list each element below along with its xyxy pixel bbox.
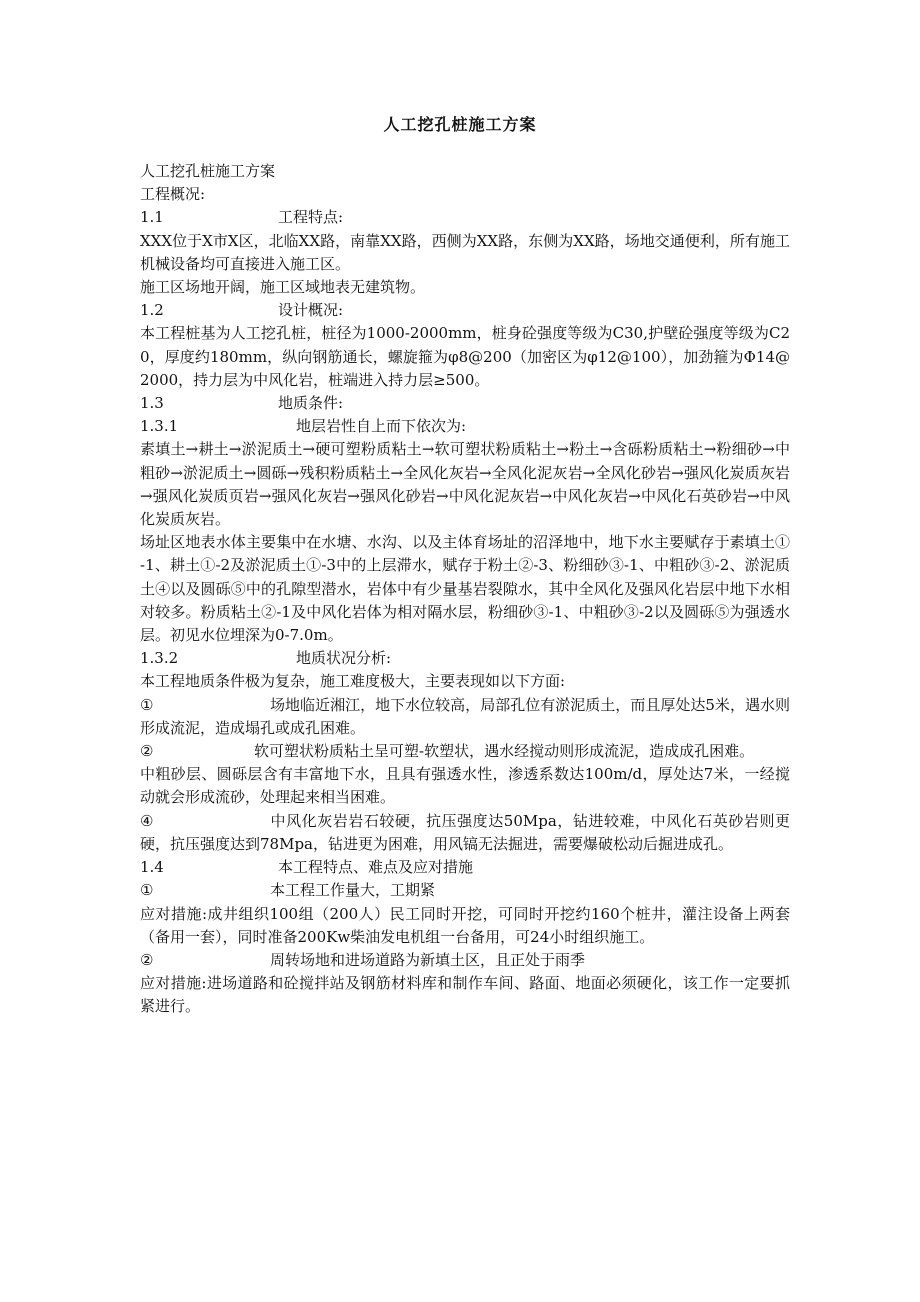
heading-1-4 [140,856,790,879]
heading-text: 设计概况: [278,301,344,320]
heading-number: 1.3.2 [140,649,179,668]
heading-text: 工程特点: [278,208,344,227]
heading-text: 地质状况分析: [296,649,392,668]
heading-number: 1.1 [140,208,164,227]
paragraph: 本工程地质条件极为复杂，施工难度极大，主要表现如以下方面: [140,672,566,691]
intro-title: 人工挖孔桩施工方案 [140,162,276,180]
paragraph: 本工程桩基为人工挖孔桩，桩径为1000-2000mm，桩身砼强度等级为C30,护壁砼强度等级为C20，厚度约180mm，纵向钢筋通长，螺旋箍为φ8@200（加密区为φ12@100），加劲箍为Φ14@2000，持力层为中风化岩，桩端进入持力层≥500。 [140,324,790,389]
paragraph: 应对措施:进场道路和砼搅拌站及钢筋材料库和制作车间、路面、地面必须硬化，该工作一定要抓紧进行。 [140,974,790,1016]
item-text: 周转场地和进场道路为新填土区，且正处于雨季 [270,950,586,969]
list-item [140,879,790,902]
list-item [140,949,790,972]
item-marker: ④ [140,811,154,830]
item-marker: ② [140,950,154,969]
paragraph: 施工区场地开阔，施工区域地表无建筑物。 [140,278,426,297]
overview-label: 工程概况: [140,185,206,204]
document-body [140,160,790,1019]
list-item [140,810,790,856]
item-marker: ① [140,881,154,900]
paragraph: 应对措施:成井组织100组（200人）民工同时开挖，可同时开挖约160个桩井，灌注设备上两套（备用一套），同时准备200Kw柴油发电机组一台备用，可24小时组织施工。 [140,904,790,946]
heading-1-3-2 [140,647,790,670]
list-item [140,740,790,763]
item-text: 本工程工作量大，工期紧 [270,881,436,900]
heading-1-3 [140,392,790,415]
item-text: 场地临近湘江，地下水位较高，局部孔位有淤泥质土，而且厚处达5米，遇水则形成流泥，造成塌孔或成孔困难。 [140,695,790,737]
heading-text: 地层岩性自上而下依次为: [296,417,467,436]
heading-text: 地质条件: [278,394,344,413]
item-text: 中风化灰岩岩石较硬，抗压强度达50Mpa，钻进较难，中风化石英砂岩则更硬，抗压强度达到78Mpa，钻进更为困难，用风镐无法掘进，需要爆破松动后掘进成孔。 [140,811,790,853]
paragraph: 中粗砂层、圆砾层含有丰富地下水，且具有强透水性，渗透系数达100m/d，厚处达7米，一经搅动就会形成流砂，处理起来相当困难。 [140,765,790,807]
heading-1-1 [140,206,790,229]
paragraph: 素填土→耕土→淤泥质土→硬可塑粉质粘土→软可塑状粉质粘土→粉土→含砾粉质粘土→粉细砂→中粗砂→淤泥质土→圆砾→残积粉质粘土→全风化灰岩→全风化泥灰岩→全风化砂岩→强风化炭质灰岩→强风化炭质页岩→强风化灰岩→强风化砂岩→中风化泥灰岩→中风化灰岩→中风化石英砂岩→中风化炭质灰岩。 [140,440,790,529]
item-text: 软可塑状粉质粘土呈可塑-软塑状，遇水经搅动则形成流泥，造成成孔困难。 [254,742,755,761]
heading-number: 1.3.1 [140,417,179,436]
paragraph: XXX位于X市X区，北临XX路，南靠XX路，西侧为XX路，东侧为XX路，场地交通便利，所有施工机械设备均可直接进入施工区。 [140,231,790,273]
heading-number: 1.2 [140,301,164,320]
heading-1-2 [140,299,790,322]
item-marker: ① [140,695,154,714]
list-item [140,694,790,740]
item-marker: ② [140,742,154,761]
heading-text: 本工程特点、难点及应对措施 [278,858,474,877]
heading-number: 1.3 [140,394,164,413]
paragraph: 场址区地表水体主要集中在水塘、水沟、以及主体育场址的沼泽地中，地下水主要赋存于素填土①-1、耕土①-2及淤泥质土①-3中的上层滞水，赋存于粉土②-3、粉细砂③-1、中粗砂③-2、淤泥质土④以及圆砾⑤中的孔隙型潜水，岩体中有少量基岩裂隙水，其中全风化及强风化岩层中地下水相对较多。粉质粘土②-1及中风化岩体为相对隔水层，粉细砂③-1、中粗砂③-2以及圆砾⑤为强透水层。初见水位埋深为0-7.0m。 [140,533,790,645]
document-title: 人工挖孔桩施工方案 [383,115,537,134]
heading-1-3-1 [140,415,790,438]
heading-number: 1.4 [140,858,164,877]
